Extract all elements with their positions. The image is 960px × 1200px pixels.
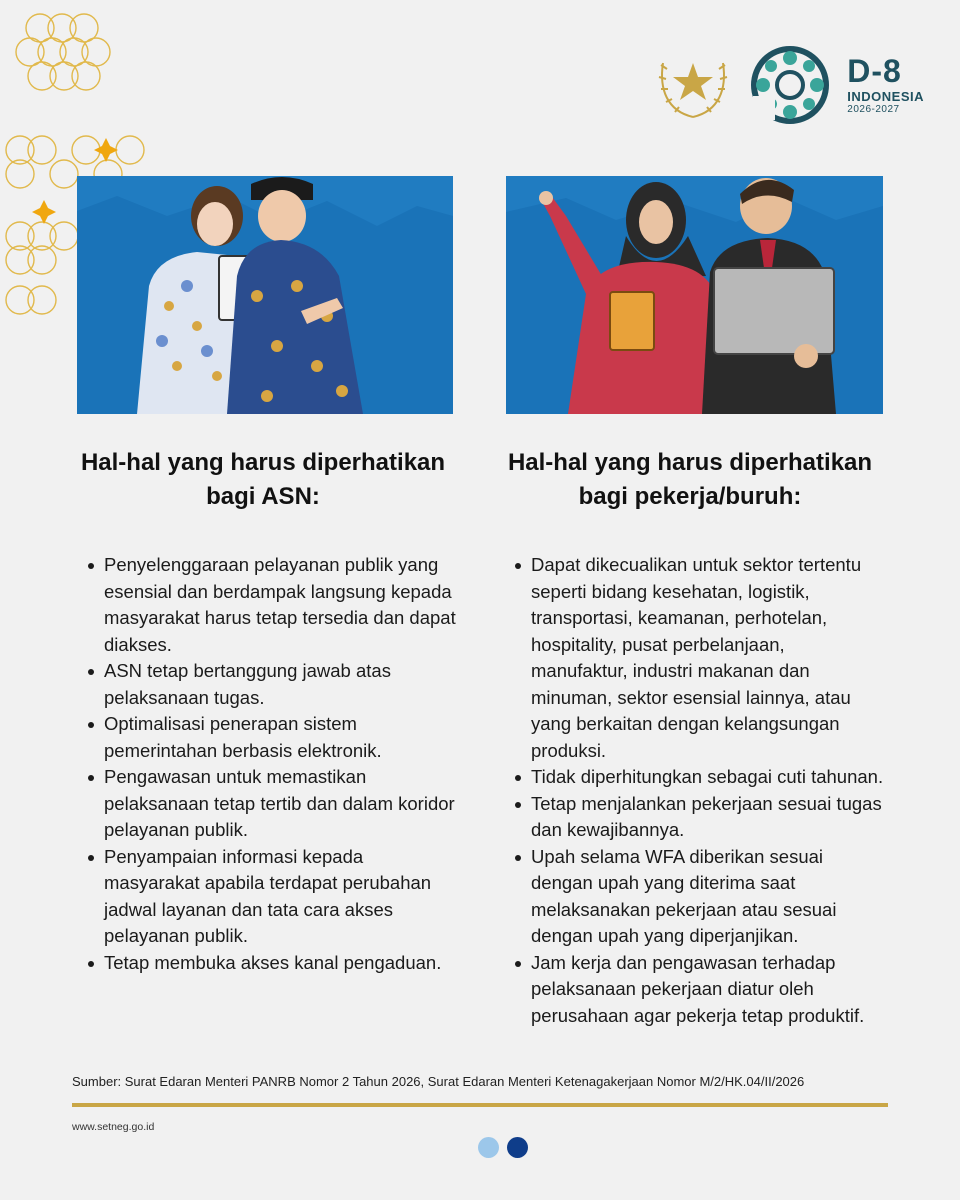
worker-illustration [506, 176, 883, 414]
page-dot-1[interactable] [478, 1137, 499, 1158]
d8-logo-icon [749, 44, 831, 126]
list-item: Tetap menjalankan pekerjaan sesuai tugas dan kewajibannya. [531, 791, 885, 844]
header-logos [653, 40, 924, 130]
website-link[interactable]: www.setneg.go.id [72, 1121, 155, 1133]
asn-column [68, 446, 458, 976]
pagination-dots [478, 1137, 528, 1158]
worker-heading-line1: Hal-hal yang harus diperhatikan [507, 449, 873, 476]
asn-heading-line2: bagi ASN: [206, 483, 320, 510]
asn-heading [68, 446, 458, 514]
list-item: Optimalisasi penerapan sistem pemerintahan berbasis elektronik. [104, 711, 458, 764]
list-item: Tetap membuka akses kanal pengaduan. [104, 950, 458, 977]
worker-column [495, 446, 885, 1029]
d8-title: D-8 [847, 53, 902, 89]
garuda-emblem [653, 45, 733, 125]
list-item: Tidak diperhitungkan sebagai cuti tahunan. [531, 764, 885, 791]
list-item: Dapat dikecualikan untuk sektor tertentu seperti bidang kesehatan, logistik, transportasi, keamanan, perhotelan, hospitality, pusat perbelanjaan, manufaktur, industri makanan dan minuman, sektor esensial lainnya, atau yang berkaitan dengan kelangsungan produksi. [531, 552, 885, 764]
asn-list [68, 552, 458, 976]
list-item: Penyampaian informasi kepada masyarakat apabila terdapat perubahan jadwal layanan dan tata cara akses pelayanan publik. [104, 844, 458, 950]
list-item: ASN tetap bertanggung jawab atas pelaksanaan tugas. [104, 658, 458, 711]
list-item: Pengawasan untuk memastikan pelaksanaan tetap tertib dan dalam koridor pelayanan publik. [104, 764, 458, 844]
worker-heading-line2: bagi pekerja/buruh: [578, 483, 802, 510]
source-note: Sumber: Surat Edaran Menteri PANRB Nomor 2 Tahun 2026, Surat Edaran Menteri Ketenagakerjaan Nomor M/2/HK.04/II/2026 [72, 1074, 805, 1089]
d8-logo-text [847, 55, 924, 115]
d8-country: INDONESIA [847, 89, 924, 104]
gold-divider [72, 1103, 888, 1107]
page-dot-2[interactable] [507, 1137, 528, 1158]
worker-heading [495, 446, 885, 514]
asn-illustration [77, 176, 453, 414]
asn-heading-line1: Hal-hal yang harus diperhatikan [80, 449, 446, 476]
list-item: Jam kerja dan pengawasan terhadap pelaksanaan pekerjaan diatur oleh perusahaan agar pekerja tetap produktif. [531, 950, 885, 1030]
worker-list [495, 552, 885, 1029]
list-item: Penyelenggaraan pelayanan publik yang esensial dan berdampak langsung kepada masyarakat harus tetap tersedia dan dapat diakses. [104, 552, 458, 658]
d8-years: 2026-2027 [847, 104, 900, 115]
list-item: Upah selama WFA diberikan sesuai dengan upah yang diterima saat melaksanakan pekerjaan atau sesuai dengan upah yang diperjanjikan. [531, 844, 885, 950]
